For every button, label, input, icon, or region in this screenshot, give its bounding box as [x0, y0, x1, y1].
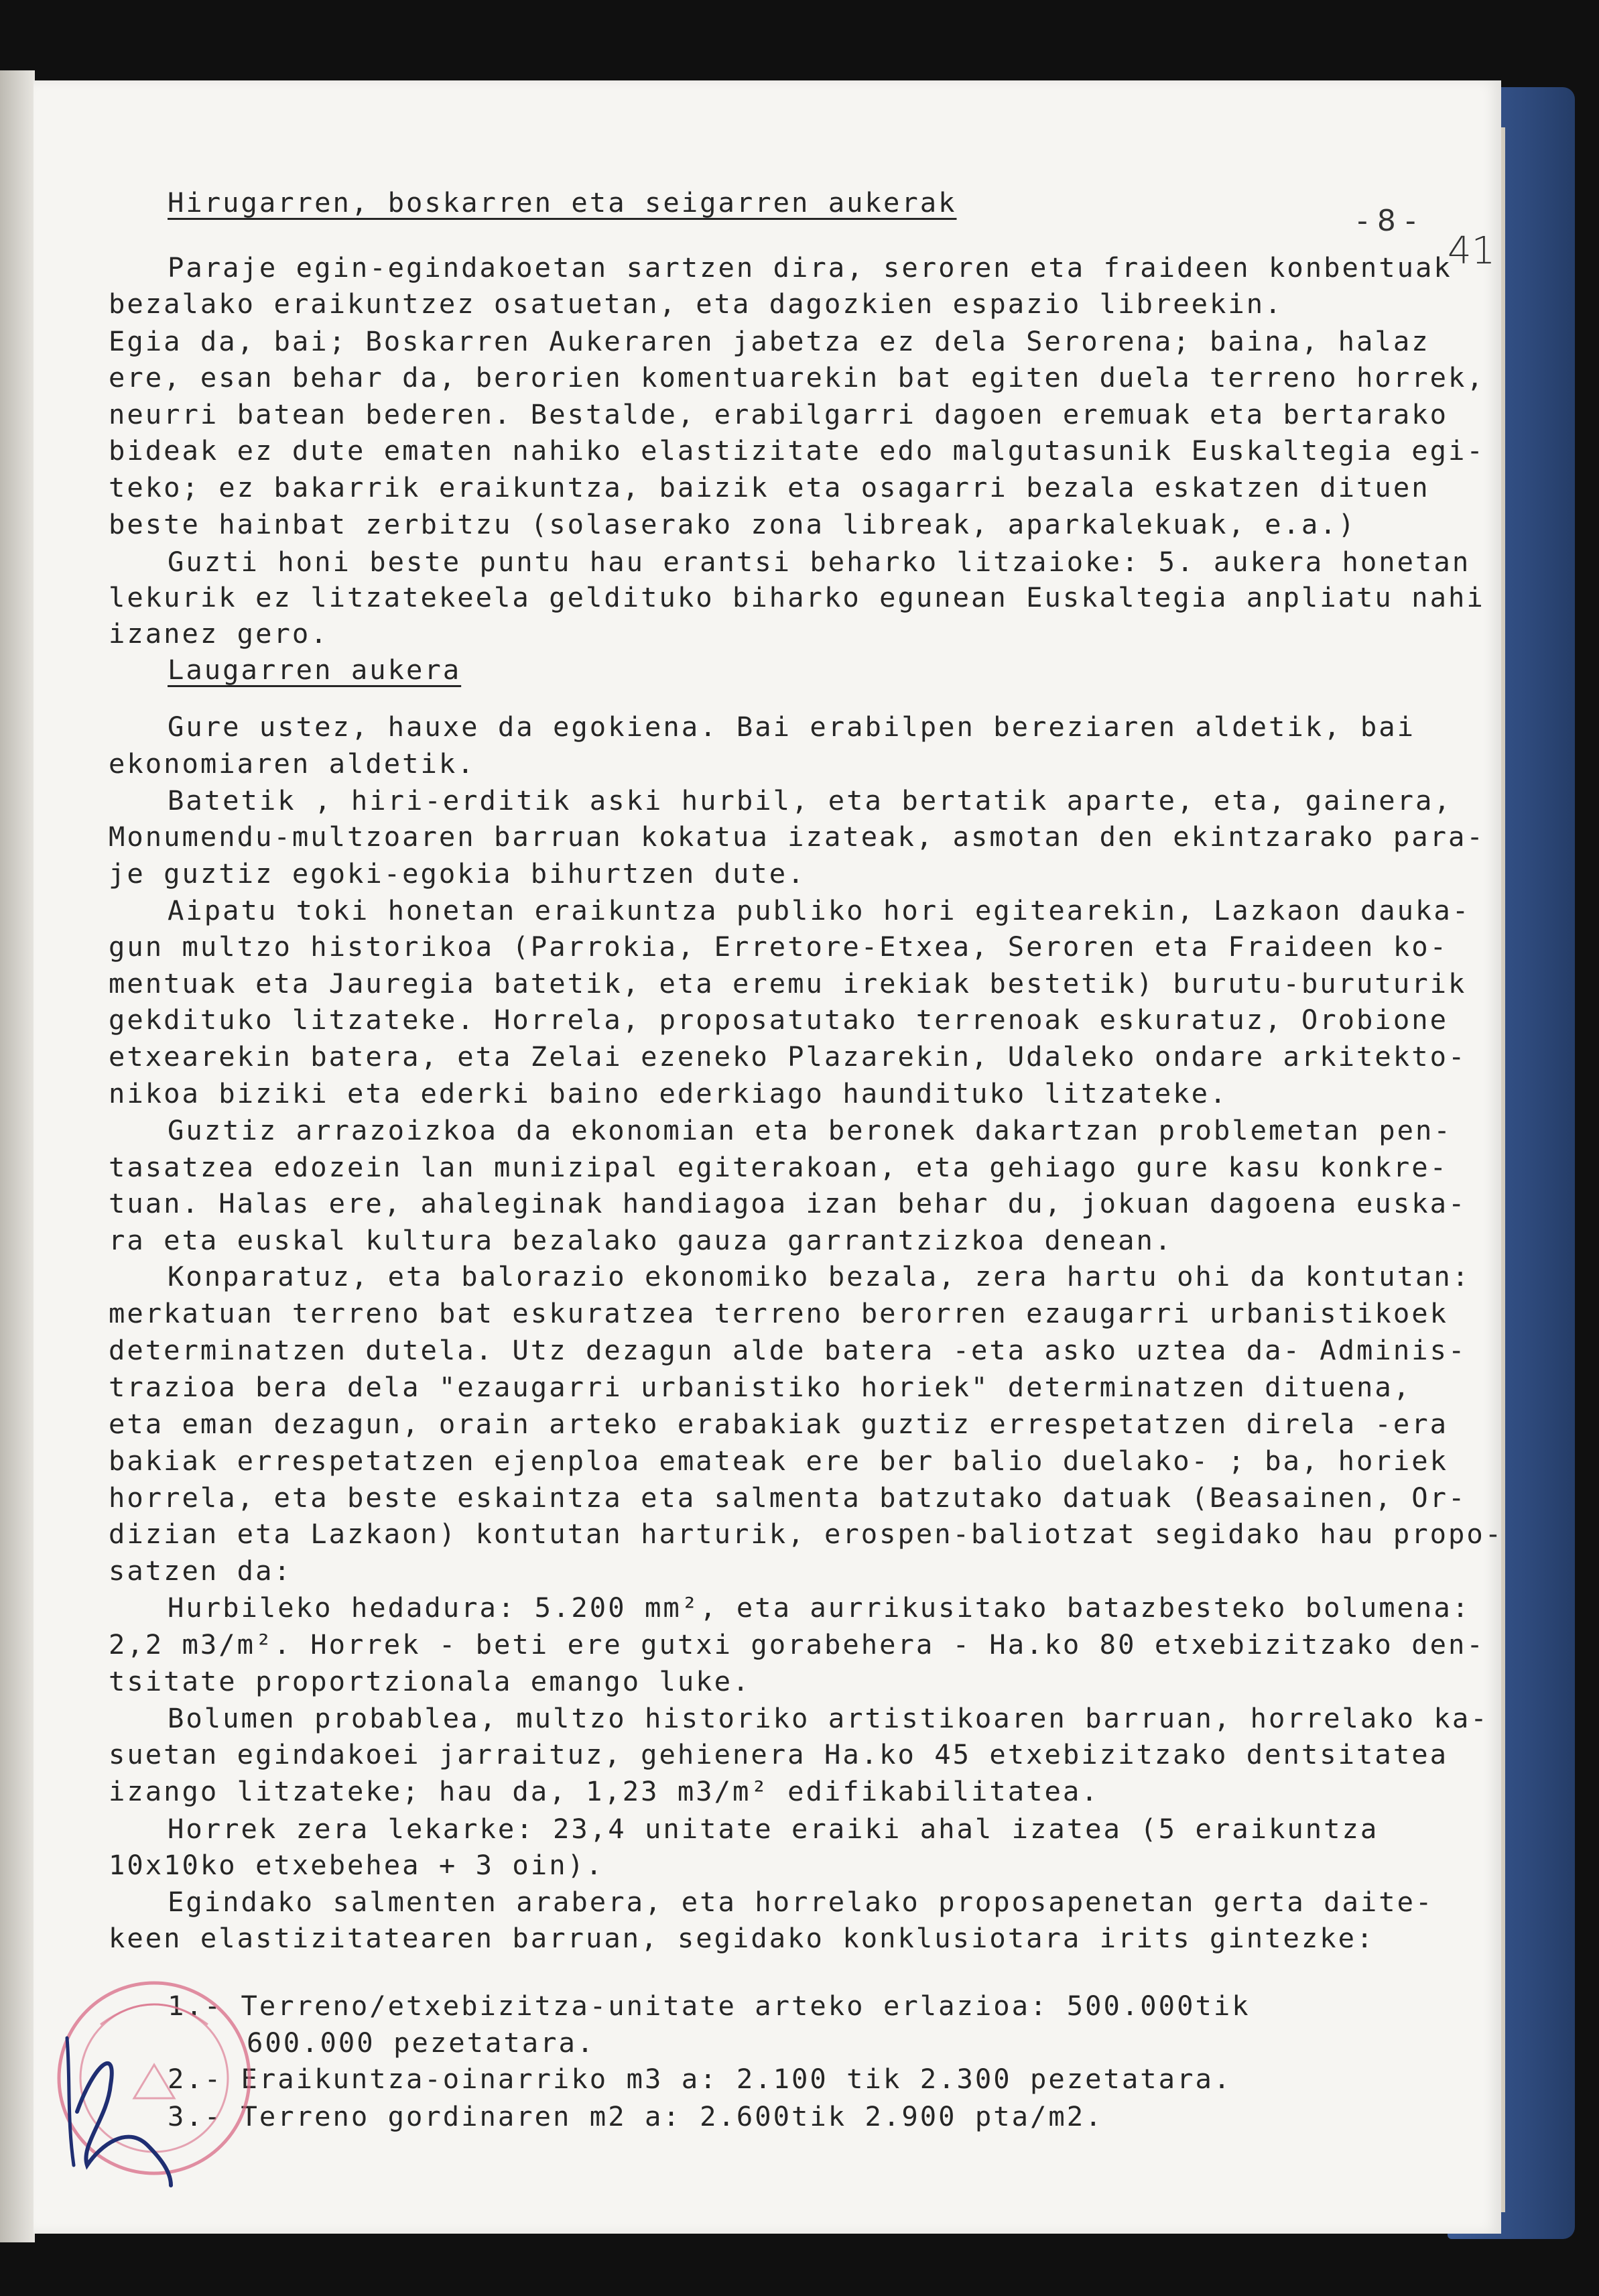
left-page-edge	[0, 70, 35, 2242]
text-line: tsitate proportzionala emango luke.	[109, 1665, 751, 1697]
text-line: 3.- Terreno gordinaren m2 a: 2.600tik 2.900 pta/m2.	[168, 2100, 1104, 2132]
document-page	[34, 80, 1504, 2234]
text-line: mentuak eta Jauregia batetik, eta eremu irekiak bestetik) burutu-buruturik	[109, 967, 1467, 1000]
text-line: satzen da:	[109, 1555, 292, 1587]
text-line: 2,2 m3/m². Horrek - beti ere gutxi gorabehera - Ha.ko 80 etxebizitzako den-	[109, 1628, 1485, 1660]
text-line: tasatzea edozein lan munizipal egiterakoan, eta gehiago gure kasu konkre-	[109, 1151, 1448, 1183]
text-line: bezalako eraikuntzez osatuetan, eta dagozkien espazio libreekin.	[109, 288, 1283, 320]
text-line: merkatuan terreno bat eskuratzea terreno berorren ezaugarri urbanistikoek	[109, 1297, 1448, 1329]
text-line: neurri batean bederen. Bestalde, erabilgarri dagoen eremuak eta bertarako	[109, 398, 1448, 430]
text-line: Konparatuz, eta balorazio ekonomiko bezala, zera hartu ohi da kontutan:	[168, 1260, 1471, 1292]
text-line: bideak ez dute ematen nahiko elastizitate edo malgutasunik Euskaltegia egi-	[109, 434, 1485, 467]
text-line: tuan. Halas ere, ahaleginak handiagoa izan behar du, jokuan dagoena euska-	[109, 1187, 1467, 1219]
text-line: suetan egindakoei jarraituz, gehienera Ha.ko 45 etxebizitzako dentsitatea	[109, 1738, 1448, 1770]
text-line: ere, esan behar da, berorien komentuarekin bat egiten duela terreno horrek,	[109, 361, 1485, 394]
text-line: ra eta euskal kultura bezalako gauza garrantzizkoa denean.	[109, 1224, 1173, 1256]
text-line: determinatzen dutela. Utz dezagun alde batera -eta asko uztea da- Adminis-	[109, 1334, 1467, 1366]
text-line: izanez gero.	[109, 617, 329, 650]
text-line: Aipatu toki honetan eraikuntza publiko hori egitearekin, Lazkaon dauka-	[168, 894, 1471, 926]
text-line: Guztiz arrazoizkoa da ekonomian eta beronek dakartzan problemetan pen-	[168, 1114, 1452, 1146]
text-line: dizian eta Lazkaon) kontutan harturik, erospen-baliotzat segidako hau propo-	[109, 1518, 1504, 1550]
text-line: etxearekin batera, eta Zelai ezeneko Plazarekin, Udaleko ondare arkitekto-	[109, 1040, 1467, 1073]
text-line: trazioa bera dela "ezaugarri urbanistiko horiek" determinatzen dituena,	[109, 1371, 1412, 1403]
text-line: eta eman dezagun, orain arteko erabakiak guztiz errespetatzen direla -era	[109, 1408, 1448, 1440]
text-line: 2.- Eraikuntza-oinarriko m3 a: 2.100 tik 2.300 pezetatara.	[168, 2063, 1232, 2095]
text-line: 10x10ko etxebehea + 3 oin).	[109, 1849, 604, 1881]
text-line: teko; ez bakarrik eraikuntza, baizik eta osagarri bezala eskatzen dituen	[109, 471, 1430, 503]
text-line: Egia da, bai; Boskarren Aukeraren jabetza ez dela Serorena; baina, halaz	[109, 325, 1430, 357]
text-line: Batetik , hiri-erditik aski hurbil, eta bertatik aparte, eta, gainera,	[168, 784, 1452, 817]
text-line: Monumendu-multzoaren barruan kokatua izateak, asmotan den ekintzarako para-	[109, 821, 1485, 853]
text-line: horrela, eta beste eskaintza eta salmenta batzutako datuak (Beasainen, Or-	[109, 1482, 1467, 1514]
text-line: 1.- Terreno/etxebizitza-unitate arteko erlazioa: 500.000tik	[168, 1990, 1251, 2022]
text-line: izango litzateke; hau da, 1,23 m3/m² edifikabilitatea.	[109, 1775, 1100, 1807]
municipal-stamp-with-signature	[54, 1944, 275, 2226]
text-line: Horrek zera lekarke: 23,4 unitate eraiki ahal izatea (5 eraikuntza	[168, 1813, 1379, 1845]
text-line: 600.000 pezetatara.	[247, 2027, 596, 2059]
text-line: Bolumen probablea, multzo historiko artistikoaren barruan, horrelako ka-	[168, 1702, 1489, 1734]
text-line: lekurik ez litzatekeela geldituko biharko egunean Euskaltegia anpliatu nahi	[109, 581, 1485, 613]
text-line: ekonomiaren aldetik.	[109, 747, 476, 780]
text-line: Guzti honi beste puntu hau erantsi beharko litzaioke: 5. aukera honetan	[168, 546, 1471, 578]
text-line: nikoa biziki eta ederki baino ederkiago haundituko litzateke.	[109, 1077, 1228, 1109]
text-line: Gure ustez, hauxe da egokiena. Bai erabilpen bereziaren aldetik, bai	[168, 711, 1416, 743]
text-line: je guztiz egoki-egokia bihurtzen dute.	[109, 857, 806, 890]
original-page-number: - 8 -	[1357, 204, 1416, 238]
text-line: bakiak errespetatzen ejenploa emateak ere ber balio duelako- ; ba, horiek	[109, 1445, 1448, 1477]
text-line: keen elastizitatearen barruan, segidako konklusiotara irits gintezke:	[109, 1922, 1375, 1954]
text-line: beste hainbat zerbitzu (solaserako zona libreak, aparkalekuak, e.a.)	[109, 508, 1357, 540]
page-number: 41	[1448, 229, 1496, 273]
text-line: Egindako salmenten arabera, eta horrelako proposapenetan gerta daite-	[168, 1886, 1434, 1918]
text-line: gun multzo historikoa (Parrokia, Erretore-Etxea, Seroren eta Fraideen ko-	[109, 930, 1448, 963]
section-heading: Laugarren aukera	[168, 654, 462, 686]
text-line: Hurbileko hedadura: 5.200 mm², eta aurrikusitako batazbesteko bolumena:	[168, 1591, 1471, 1624]
section-heading: Hirugarren, boskarren eta seigarren aukerak	[168, 186, 957, 219]
text-line: gekdituko litzateke. Horrela, proposatutako terrenoak eskuratuz, Orobione	[109, 1004, 1448, 1036]
text-line: Paraje egin-egindakoetan sartzen dira, seroren eta fraideen konbentuak	[168, 251, 1452, 284]
